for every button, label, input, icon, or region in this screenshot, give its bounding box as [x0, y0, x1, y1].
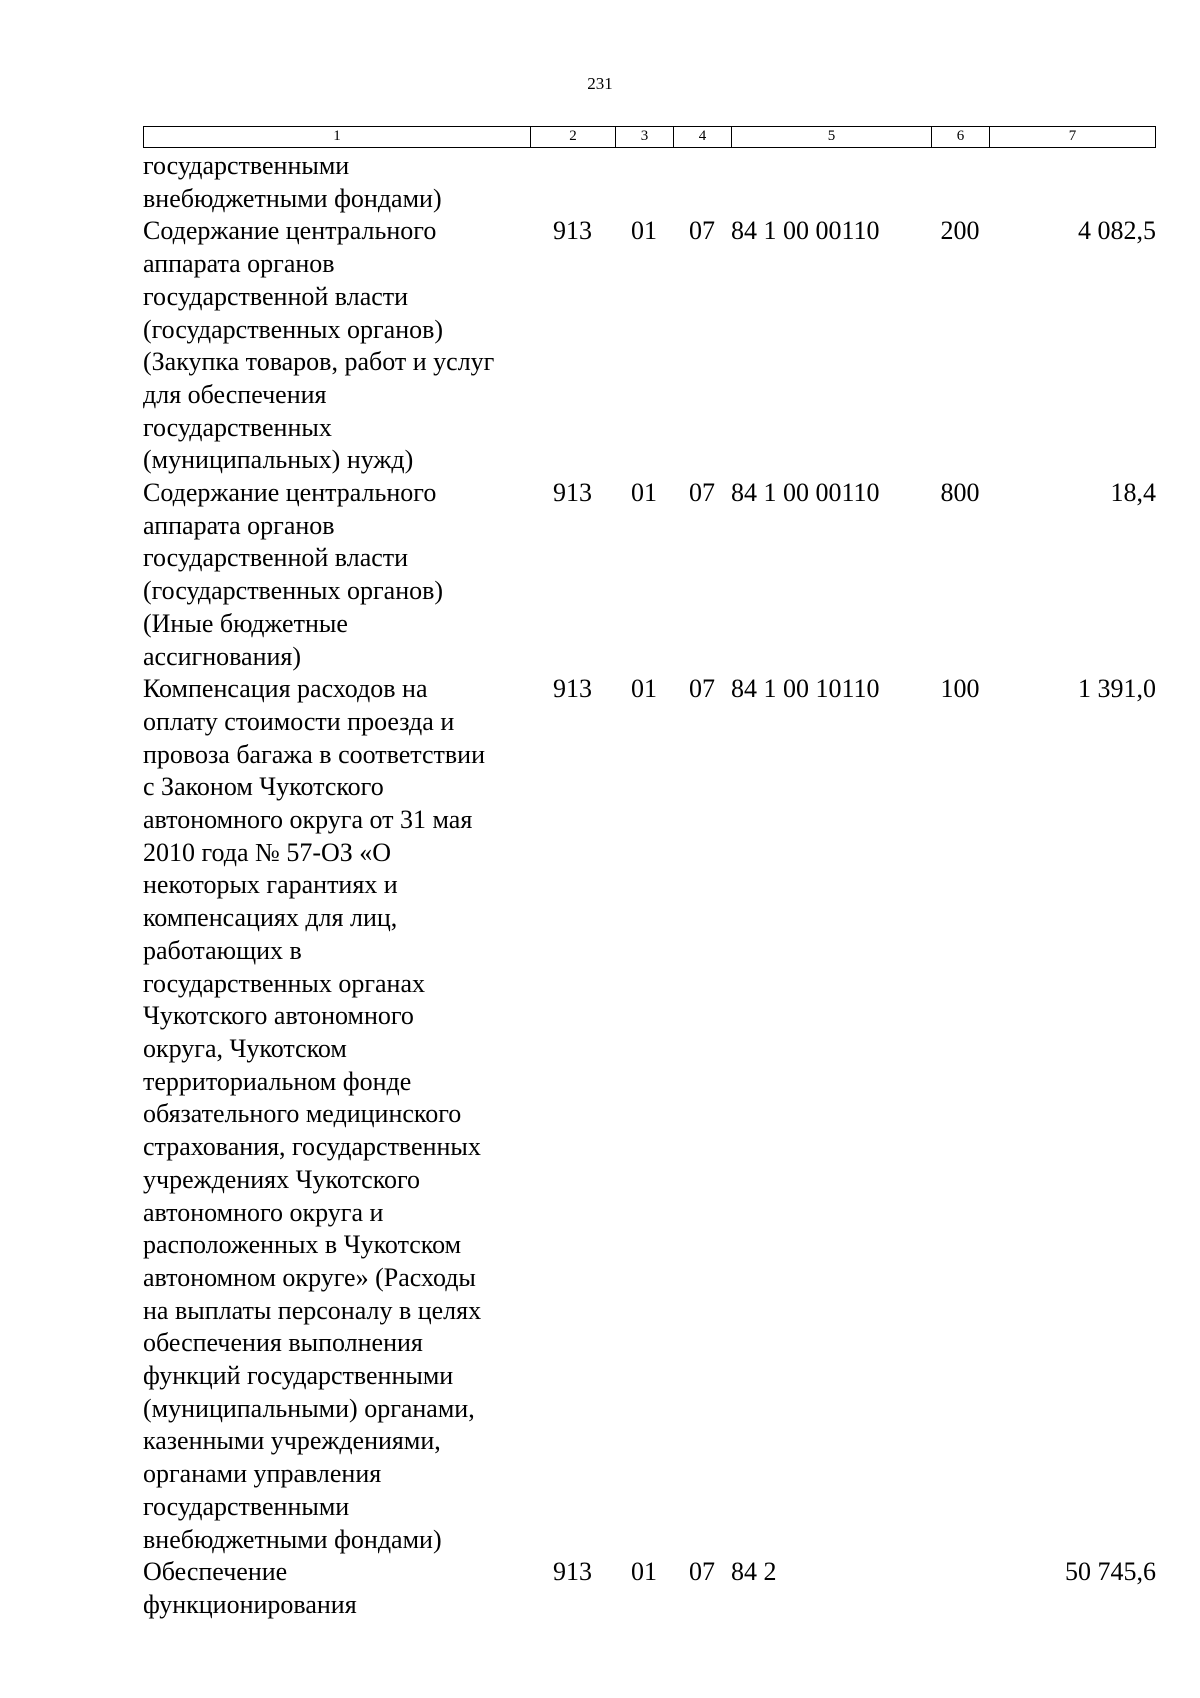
table-header	[143, 126, 1156, 148]
description-line: государственными	[143, 151, 350, 180]
description-line: ассигнования)	[143, 641, 302, 671]
description-line: территориальном фонде	[143, 1066, 412, 1096]
row-expense-type	[931, 150, 989, 215]
description-line: оплату стоимости проезда и	[143, 706, 455, 736]
description-line: государственных	[143, 412, 332, 442]
description-line: провоза багажа в соответствии	[143, 739, 485, 769]
row-ministry-code: 913	[553, 1557, 592, 1587]
description-line: функций государственными	[143, 1361, 454, 1391]
table-row	[143, 1556, 1156, 1621]
description-line: округа, Чукотском	[143, 1033, 347, 1063]
row-description	[143, 477, 530, 673]
row-amount: 50 745,6	[1065, 1557, 1156, 1587]
row-description	[143, 673, 530, 1556]
row-amount: 4 082,5	[1078, 216, 1156, 246]
row-subsection-code: 07	[689, 478, 715, 508]
description-line: внебюджетными фондами)	[143, 183, 442, 213]
row-expense-type: 200	[940, 216, 980, 246]
row-section-code: 01	[631, 478, 657, 508]
description-line: Содержание центрального	[143, 478, 437, 508]
table-row	[143, 150, 1156, 215]
header-col-1: 1	[144, 127, 531, 147]
row-ministry-code	[530, 150, 615, 215]
row-ministry-code: 913	[553, 478, 592, 508]
row-section-code: 01	[631, 216, 657, 246]
row-subsection-code: 07	[689, 674, 715, 704]
description-line: работающих в	[143, 935, 302, 965]
page-number: 231	[587, 74, 613, 93]
header-col-6: 6	[932, 127, 990, 147]
header-col-7: 7	[1068, 128, 1077, 144]
row-target-article: 84 1 00 10110	[731, 674, 880, 704]
row-expense-type: 100	[940, 674, 980, 704]
description-line: обеспечения выполнения	[143, 1328, 423, 1358]
header-col-2: 2	[531, 127, 616, 147]
description-line: (государственных органов)	[143, 314, 444, 344]
row-section-code: 01	[631, 1557, 657, 1587]
row-target-article: 84 1 00 00110	[731, 216, 880, 246]
description-line: некоторых гарантиях и	[143, 870, 398, 900]
row-target-article	[731, 150, 931, 215]
description-line: внебюджетными фондами)	[143, 1524, 442, 1554]
row-ministry-code: 913	[553, 674, 592, 704]
row-subsection-code: 07	[689, 1557, 715, 1587]
description-line: функционирования	[143, 1589, 357, 1619]
description-line: аппарата органов	[143, 510, 335, 540]
description-line: на выплаты персоналу в целях	[143, 1295, 482, 1325]
description-line: органами управления	[143, 1459, 382, 1489]
description-line: для обеспечения	[143, 379, 327, 409]
table-row	[143, 477, 1156, 673]
header-col-4: 4	[674, 127, 732, 147]
description-line: учреждениях Чукотского	[143, 1164, 421, 1194]
description-line: с Законом Чукотского	[143, 772, 384, 802]
description-line: Компенсация расходов на	[143, 674, 428, 704]
description-line: обязательного медицинского	[143, 1099, 462, 1129]
description-line: (государственных органов)	[143, 576, 444, 606]
description-line: (муниципальными) органами,	[143, 1393, 475, 1423]
row-subsection-code	[673, 150, 731, 215]
row-amount: 18,4	[1110, 478, 1156, 508]
row-section-code: 01	[631, 674, 657, 704]
row-amount	[989, 150, 1156, 215]
row-amount: 1 391,0	[1078, 674, 1156, 704]
description-line: компенсациях для лиц,	[143, 903, 398, 933]
row-section-code	[615, 150, 673, 215]
table-body	[143, 150, 1156, 1622]
description-line: государственной власти	[143, 281, 409, 311]
row-description	[143, 1556, 530, 1621]
row-expense-type: 800	[940, 478, 980, 508]
description-line: расположенных в Чукотском	[143, 1230, 462, 1260]
description-line: Содержание центрального	[143, 216, 437, 246]
row-target-article: 84 1 00 00110	[731, 478, 880, 508]
row-expense-type	[931, 1556, 989, 1621]
row-subsection-code: 07	[689, 216, 715, 246]
row-description	[143, 215, 530, 477]
description-line: автономного округа от 31 мая	[143, 805, 473, 835]
description-line: (Иные бюджетные	[143, 608, 348, 638]
description-line: государственными	[143, 1491, 350, 1521]
row-target-article: 84 2	[731, 1557, 777, 1587]
description-line: Обеспечение	[143, 1557, 288, 1587]
description-line: автономном округе» (Расходы	[143, 1262, 476, 1292]
description-line: государственной власти	[143, 543, 409, 573]
description-line: страхования, государственных	[143, 1132, 481, 1162]
table-row	[143, 215, 1156, 477]
table-row	[143, 673, 1156, 1556]
description-line: (муниципальных) нужд)	[143, 445, 414, 475]
header-col-3: 3	[616, 127, 674, 147]
row-description	[143, 150, 530, 215]
description-line: аппарата органов	[143, 249, 335, 279]
description-line: казенными учреждениями,	[143, 1426, 441, 1456]
description-line: (Закупка товаров, работ и услуг	[143, 347, 495, 377]
description-line: государственных органах	[143, 968, 426, 998]
description-line: Чукотского автономного	[143, 1001, 414, 1031]
header-col-5: 5	[732, 127, 932, 147]
description-line: автономного округа и	[143, 1197, 384, 1227]
row-ministry-code: 913	[553, 216, 592, 246]
description-line: 2010 года № 57-ОЗ «О	[143, 837, 392, 867]
